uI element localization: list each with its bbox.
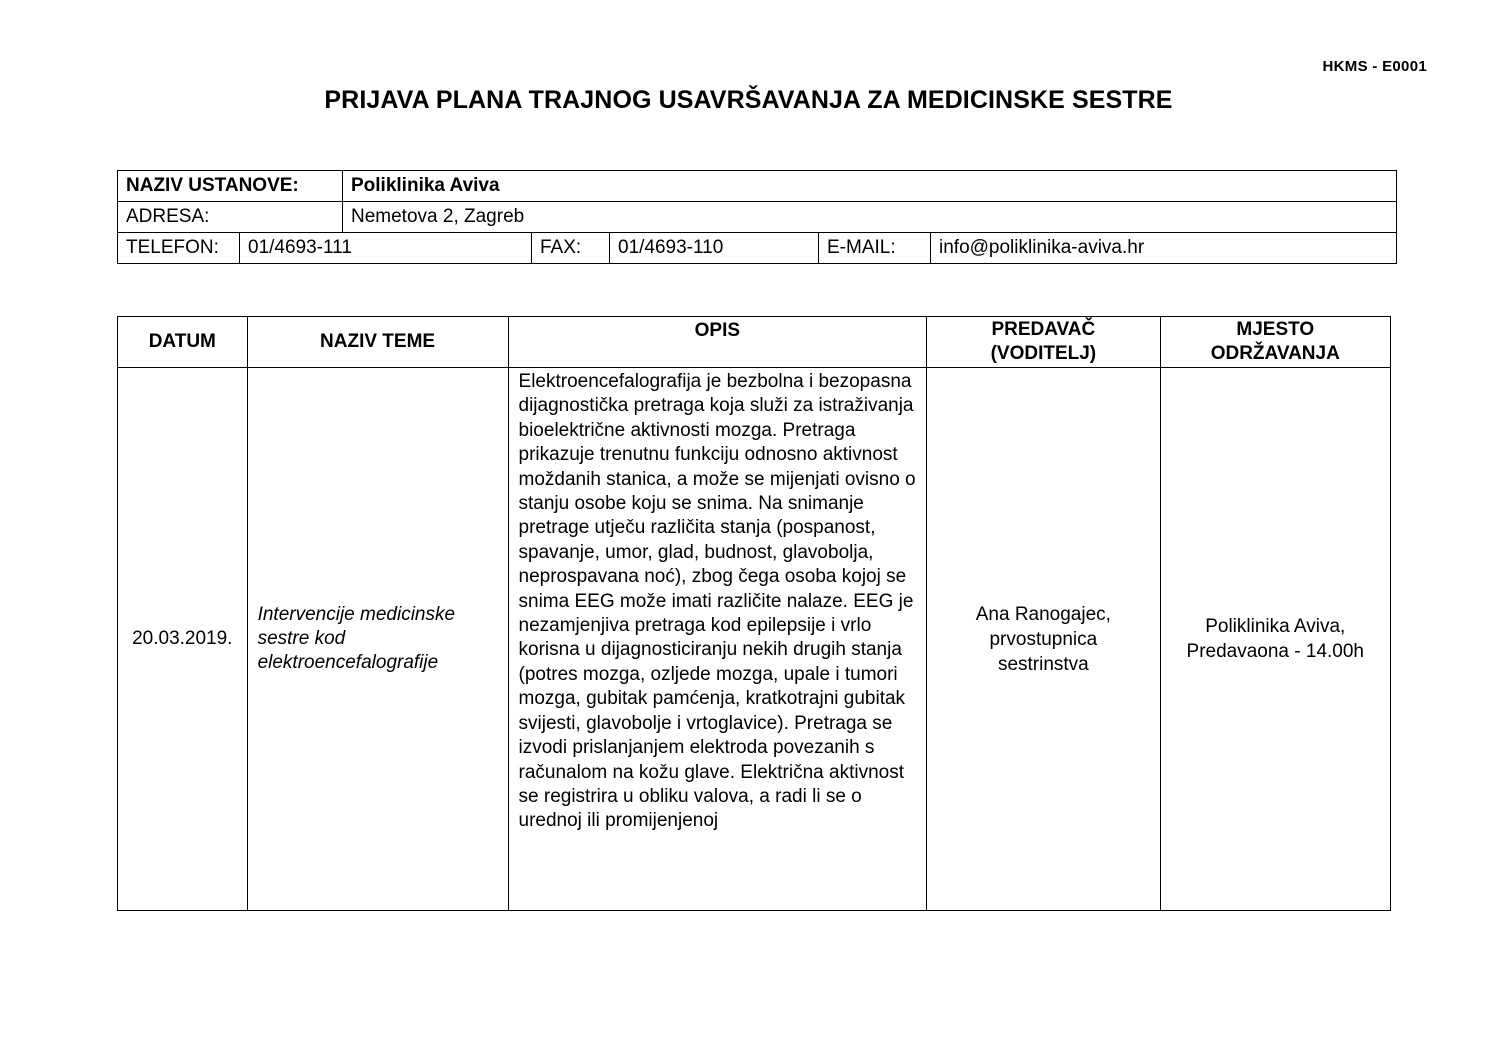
row-topic: Intervencije medicinske sestre kod elektroencefalografije [247,368,508,911]
table-row [118,368,1391,911]
document-code: HKMS - E0001 [1322,58,1427,75]
row-description [508,368,927,911]
row-lecturer-line2: prvostupnica [989,628,1098,650]
row-lecturer-line3: sestrinstva [997,653,1089,675]
row-date: 20.03.2019. [118,368,248,911]
email-label: E-MAIL: [819,233,931,264]
institution-table [117,170,1397,264]
institution-address-value: Nemetova 2, Zagreb [343,202,1397,233]
header-place-line1: MJESTO [1236,319,1315,340]
phone-label: TELEFON: [118,233,240,264]
email-value: info@poliklinika-aviva.hr [931,233,1397,264]
row-place-line1: Poliklinika Aviva, [1205,616,1346,637]
institution-name-value: Poliklinika Aviva [343,171,1397,202]
row-lecturer-line1: Ana Ranogajec, [975,603,1111,625]
institution-contact-row [118,233,1397,264]
document-title: PRIJAVA PLANA TRAJNOG USAVRŠAVANJA ZA MEDICINSKE SESTRE [324,86,1173,114]
institution-address-row [118,202,1397,233]
header-place-line2: ODRŽAVANJA [1210,343,1340,364]
institution-address-label: ADRESA: [118,202,343,233]
row-place [1160,368,1390,911]
row-place-line2: Predavaona - 14.00h [1186,641,1364,662]
institution-name-label: NAZIV USTANOVE: [118,171,343,202]
institution-name-row [118,171,1397,202]
header-lecturer-line1: PREDAVAČ [991,319,1096,340]
header-lecturer-line2: (VODITELJ) [990,343,1097,364]
header-date: DATUM [118,317,248,368]
phone-value: 01/4693-111 [240,233,532,264]
fax-value: 01/4693-110 [610,233,819,264]
row-lecturer [927,368,1160,911]
plan-table [117,316,1391,911]
header-place [1160,317,1390,368]
plan-header-row [118,317,1391,368]
row-description-text: Elektroencefalografija je bezbolna i bezopasna dijagnostička pretraga koja služi za istraživanja bioelektrične aktivnosti mozga. Pretraga prikazuje trenutnu funkciju odnosno aktivnost moždanih stanica, a može se mijenjati ovisno o stanju osobe koju se snima. Na snimanje pretrage utječu različita stanja (pospanost, spavanje, umor, glad, budnost, glavobolja, neprospavana noć), zbog čega osoba kojoj se snima EEG može imati različite nalaze. EEG je nezamjenjiva pretraga kod epilepsije i vrlo korisna u dijagnosticiranju nekih drugih stanja (potres mozga, ozljede mozga, upale i tumori mozga, gubitak pamćenja, kratkotrajni gubitak svijesti, glavobolje i vrtoglavice). Pretraga se izvodi prislanjanjem elektroda povezanih s računalom na kožu glave. Električna aktivnost se registrira u obliku valova, a radi li se o urednoj ili promijenjenoj [518,371,916,832]
header-description: OPIS [508,317,927,368]
header-lecturer [927,317,1160,368]
header-topic: NAZIV TEME [247,317,508,368]
fax-label: FAX: [532,233,610,264]
